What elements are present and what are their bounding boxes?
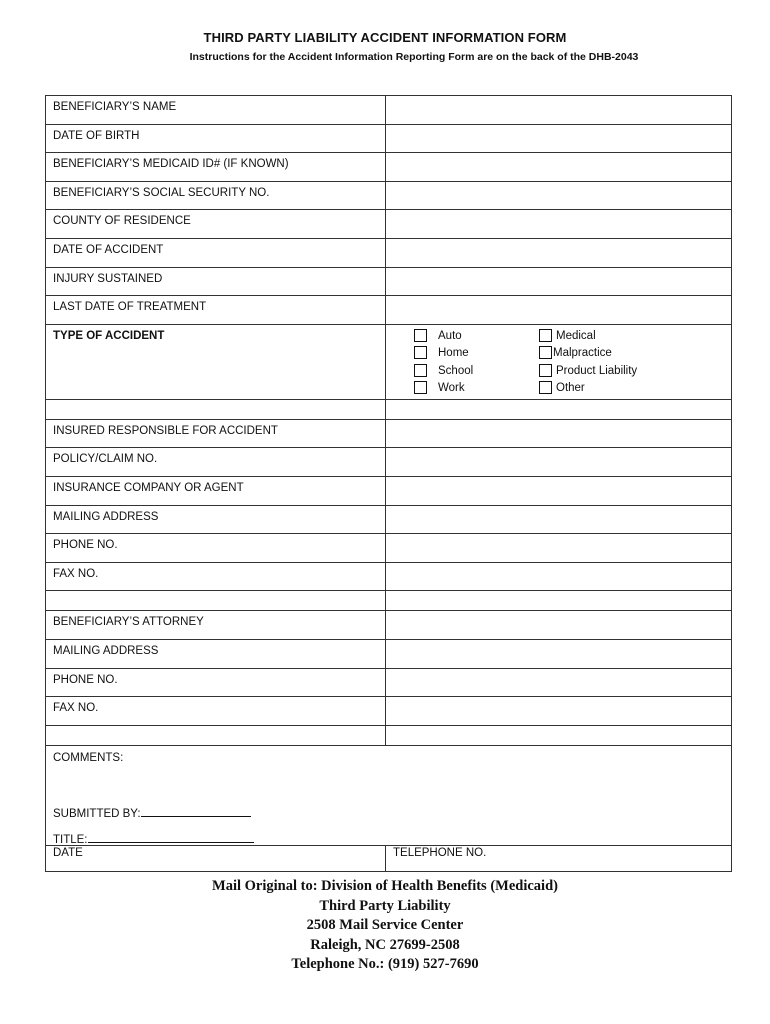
insurer-fax-field[interactable] [386,562,732,591]
title-input[interactable] [88,831,254,843]
insurer-phone-field[interactable] [386,534,732,563]
field-label: POLICY/CLAIM NO. [46,448,386,477]
footer-line: Telephone No.: (919) 527-7690 [291,956,479,972]
field-label: INJURY SUSTAINED [46,267,386,296]
form-row [46,611,732,640]
insured-responsible-field[interactable] [386,419,732,448]
footer-line: Mail Original to: Division of Health Benefits (Medicaid) [212,878,558,894]
date-label: DATE [53,846,83,859]
spacer-row [46,399,732,419]
field-label: MAILING ADDRESS [46,639,386,668]
home-option-label: Home [438,346,469,359]
telephone-field[interactable] [386,845,732,871]
school-checkbox[interactable] [414,364,427,377]
submitted-by-line [53,805,251,821]
form-row [46,505,732,534]
beneficiary-name-field[interactable] [386,96,732,125]
date-of-accident-field[interactable] [386,238,732,267]
date-telephone-row [46,845,732,871]
school-option-label: School [438,364,474,377]
type-of-accident-row [46,324,732,399]
mailing-instructions [0,877,770,975]
footer-line: 2508 Mail Service Center [306,917,464,933]
attorney-field[interactable] [386,611,732,640]
form-title: THIRD PARTY LIABILITY ACCIDENT INFORMATION FORM [203,30,567,45]
field-label: FAX NO. [46,697,386,726]
field-label: BENEFICIARY’S MEDICAID ID# (IF KNOWN) [46,153,386,182]
work-checkbox[interactable] [414,381,427,394]
malpractice-option-label: Malpractice [553,346,612,359]
footer-line: Third Party Liability [319,897,451,914]
field-label: PHONE NO. [46,534,386,563]
form-row [46,267,732,296]
footer-line: Raleigh, NC 27699-2508 [310,936,460,953]
title-label: TITLE: [53,833,88,846]
field-label: COUNTY OF RESIDENCE [46,210,386,239]
form-row [46,668,732,697]
field-label: INSURANCE COMPANY OR AGENT [46,476,386,505]
type-of-accident-options [386,324,732,399]
other-option-label: Other [556,381,585,394]
policy-claim-field[interactable] [386,448,732,477]
date-of-birth-field[interactable] [386,124,732,153]
insurer-mailing-address-field[interactable] [386,505,732,534]
spacer-row [46,591,732,611]
spacer-row [46,725,732,745]
accident-form-table [45,95,732,872]
attorney-mailing-address-field[interactable] [386,639,732,668]
submitted-by-label: SUBMITTED BY: [53,807,141,820]
home-checkbox[interactable] [414,346,427,359]
title-line [53,831,254,847]
medical-option-label: Medical [556,329,596,342]
form-row [46,419,732,448]
form-row [46,210,732,239]
other-checkbox[interactable] [539,381,552,394]
product-liability-option-label: Product Liability [556,364,638,377]
form-row [46,476,732,505]
field-label: DATE OF ACCIDENT [46,238,386,267]
date-field[interactable] [46,845,386,871]
type-of-accident-label: TYPE OF ACCIDENT [46,324,386,399]
insurance-company-field[interactable] [386,476,732,505]
county-field[interactable] [386,210,732,239]
form-row [46,562,732,591]
form-row [46,153,732,182]
form-row [46,697,732,726]
attorney-fax-field[interactable] [386,697,732,726]
form-row [46,96,732,125]
last-treatment-field[interactable] [386,296,732,325]
field-label: INSURED RESPONSIBLE FOR ACCIDENT [46,419,386,448]
telephone-label: TELEPHONE NO. [393,846,487,859]
form-row [46,639,732,668]
form-subtitle: Instructions for the Accident Information Reporting Form are on the back of the DHB-2043 [189,51,639,63]
malpractice-checkbox[interactable] [539,346,552,359]
attorney-phone-field[interactable] [386,668,732,697]
injury-field[interactable] [386,267,732,296]
form-row [46,181,732,210]
form-row [46,534,732,563]
form-row [46,124,732,153]
field-label: BENEFICIARY’S NAME [46,96,386,125]
field-label: DATE OF BIRTH [46,124,386,153]
auto-checkbox[interactable] [414,329,427,342]
submitted-by-input[interactable] [141,805,251,817]
field-label: FAX NO. [46,562,386,591]
comments-field[interactable] [46,745,732,845]
product-liability-checkbox[interactable] [539,364,552,377]
work-option-label: Work [438,381,465,394]
ssn-field[interactable] [386,181,732,210]
medicaid-id-field[interactable] [386,153,732,182]
comments-label: COMMENTS: [53,751,124,764]
comments-row [46,745,732,845]
field-label: BENEFICIARY’S ATTORNEY [46,611,386,640]
form-row [46,448,732,477]
field-label: MAILING ADDRESS [46,505,386,534]
form-row [46,238,732,267]
field-label: LAST DATE OF TREATMENT [46,296,386,325]
field-label: PHONE NO. [46,668,386,697]
auto-option-label: Auto [438,329,462,342]
form-row [46,296,732,325]
field-label: BENEFICIARY’S SOCIAL SECURITY NO. [46,181,386,210]
medical-checkbox[interactable] [539,329,552,342]
